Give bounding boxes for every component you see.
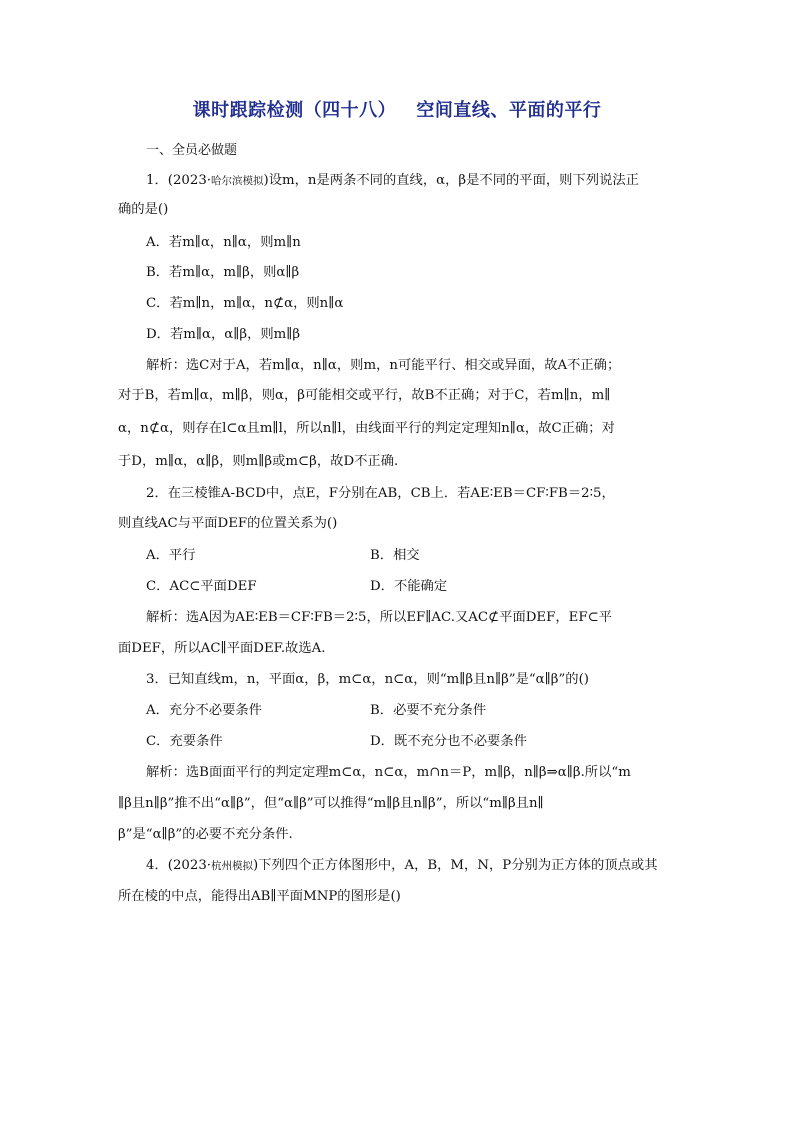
page-title: 课时跟踪检测（四十八） 空间直线、平面的平行 [192,100,602,121]
q4-source: 杭州模拟 [211,860,254,872]
q2-analysis-1: 解析：选A因为AE∶EB＝CF∶FB＝2∶5，所以EF∥AC.又AC⊄平面DEF，EF⊂平 [146,610,613,625]
q1-line-2: 确的是() [118,202,169,217]
q2-analysis-2: 面DEF，所以AC∥平面DEF.故选A. [118,641,326,656]
q1-option-b: B．若m∥α，m∥β，则α∥β [146,265,300,280]
q1-text: )设m，n是两条不同的直线，α，β是不同的平面，则下列说法正 [263,173,639,188]
q2-option-c: C．AC⊂平面DEF [146,579,257,594]
q4-line-1 [146,857,658,875]
q1-analysis-2: 对于B，若m∥α，m∥β，则α，β可能相交或平行，故B不正确；对于C，若m∥n，m∥ [118,388,611,403]
section-heading: 一、全员必做题 [146,143,238,158]
q3-analysis-3: β”是“α∥β”的必要不充分条件. [118,827,293,842]
q3-option-a: A．充分不必要条件 [146,703,262,718]
q3-analysis-2: ∥β且n∥β”推不出“α∥β”，但“α∥β”可以推得“m∥β且n∥β”，所以“m∥β且n∥ [118,796,544,811]
q1-option-d: D．若m∥α，α∥β，则m∥β [146,327,301,342]
q2-option-b: B．相交 [370,548,420,563]
q2-option-a: A．平行 [146,548,196,563]
q1-analysis-4: 于D，m∥α，α∥β，则m∥β或m⊂β，故D不正确. [118,454,399,469]
q1-line-1 [146,172,639,190]
q1-analysis-1: 解析：选C对于A，若m∥α，n∥α，则m，n可能平行、相交或异面，故A不正确； [146,358,621,373]
q1-analysis-3: α，n⊄α，则存在l⊂α且m∥l，所以n∥l，由线面平行的判定定理知n∥α，故C正确；对 [118,421,615,436]
q2-line-2: 则直线AC与平面DEF的位置关系为() [118,516,338,531]
q3-option-b: B．必要不充分条件 [370,703,487,718]
q4-prefix: 4．(2023· [146,858,212,873]
q3-analysis-1: 解析：选B面面平行的判定定理m⊂α，n⊂α，m∩n＝P，m∥β，n∥β⇒α∥β.所以“m [146,765,631,780]
q1-prefix: 1．(2023· [146,173,212,188]
q2-option-d: D．不能确定 [370,579,448,594]
q1-option-a: A．若m∥α，n∥α，则m∥n [146,235,301,250]
q3-option-d: D．既不充分也不必要条件 [370,734,527,749]
q1-source: 哈尔滨模拟 [211,175,264,187]
q4-text: )下列四个正方体图形中，A，B，M，N，P分别为正方体的顶点或其 [253,858,658,873]
q2-line-1: 2．在三棱锥A-BCD中，点E，F分别在AB，CB上．若AE∶EB＝CF∶FB＝2∶5， [146,486,615,501]
q3-option-c: C．充要条件 [146,734,223,749]
q1-option-c: C．若m∥n，m∥α，n⊄α，则n∥α [146,296,344,311]
q3-line-1: 3．已知直线m，n，平面α，β，m⊂α，n⊂α，则“m∥β且n∥β”是“α∥β”的() [146,672,589,687]
q4-line-2: 所在棱的中点，能得出AB∥平面MNP的图形是() [118,889,401,904]
